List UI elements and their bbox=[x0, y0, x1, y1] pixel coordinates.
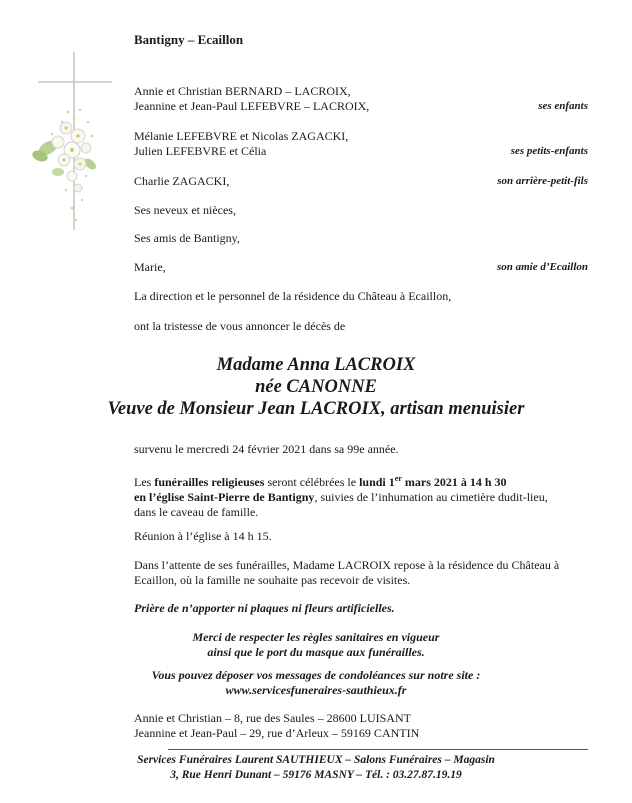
rest-line: Dans l’attente de ses funérailles, Madame LACROIX repose à la résidence du Château à bbox=[134, 558, 560, 572]
death-date-text: survenu le mercredi 24 février 2021 dans sa 99e année. bbox=[134, 442, 399, 456]
funeral-text: dans le caveau de famille. bbox=[134, 505, 259, 519]
rest-line: Ecaillon, où la famille ne souhaite pas recevoir de visites. bbox=[134, 573, 411, 587]
sanitary-notice bbox=[0, 630, 632, 660]
funeral-paragraph bbox=[134, 471, 594, 520]
family-row-marie bbox=[134, 260, 588, 275]
funeral-text: seront célébrées le bbox=[264, 475, 360, 489]
deceased-widow-line: Veuve de Monsieur Jean LACROIX, artisan menuisier bbox=[107, 399, 525, 419]
sanitary-line: ainsi que le port du masque aux funérailles. bbox=[207, 645, 425, 659]
family-addresses bbox=[134, 711, 419, 741]
condolences-website: www.servicesfuneraires-sauthieux.fr bbox=[225, 683, 407, 697]
family-line: Annie et Christian BERNARD – LACROIX, bbox=[134, 84, 351, 98]
family-row-friends bbox=[134, 231, 588, 246]
announcement-text: ont la tristesse de vous annoncer le décès de bbox=[134, 319, 346, 333]
family-line: La direction et le personnel de la résidence du Château à Ecaillon, bbox=[134, 289, 452, 303]
meeting-text: Réunion à l’église à 14 h 15. bbox=[134, 529, 272, 543]
sanitary-line: Merci de respecter les règles sanitaires en vigueur bbox=[192, 630, 440, 644]
town-header: Bantigny – Ecaillon bbox=[134, 32, 244, 47]
family-row-residence bbox=[134, 289, 588, 304]
condolences-notice bbox=[0, 668, 632, 698]
relation-label: ses petits-enfants bbox=[510, 145, 588, 157]
funeral-text: , suivies de l’inhumation au cimetière dudit-lieu, bbox=[314, 490, 548, 504]
footer-line: Services Funéraires Laurent SAUTHIEUX – Salons Funéraires – Magasin bbox=[137, 754, 495, 766]
family-line: Ses amis de Bantigny, bbox=[134, 231, 240, 245]
rest-paragraph bbox=[134, 558, 559, 588]
deceased-maiden-name: née CANONNE bbox=[255, 377, 377, 397]
footer-divider bbox=[168, 749, 588, 750]
family-line: Jeannine et Jean-Paul LEFEBVRE – LACROIX, bbox=[134, 99, 370, 113]
relation-label: son amie d’Ecaillon bbox=[496, 261, 588, 273]
condolences-line: Vous pouvez déposer vos messages de condoléances sur notre site : bbox=[151, 668, 481, 682]
relation-label: son arrière-petit-fils bbox=[497, 175, 588, 187]
funeral-time: mars 2021 à 14 h 30 bbox=[401, 475, 507, 489]
family-row-great-grandchild bbox=[134, 174, 588, 189]
floral-cross-illustration bbox=[28, 52, 118, 232]
footer-line: 3, Rue Henri Dunant – 59176 MASNY – Tél. : 03.27.87.19.19 bbox=[170, 769, 462, 781]
deceased-name: Madame Anna LACROIX bbox=[216, 355, 416, 375]
family-line: Mélanie LEFEBVRE et Nicolas ZAGACKI, bbox=[134, 129, 349, 143]
no-flowers-notice: Prière de n’apporter ni plaques ni fleurs artificielles. bbox=[134, 601, 395, 615]
funeral-text: Les bbox=[134, 475, 155, 489]
family-line: Ses neveux et nièces, bbox=[134, 203, 236, 217]
funeral-home-footer bbox=[0, 753, 632, 783]
relation-label: ses enfants bbox=[538, 100, 588, 112]
family-row-grandchildren bbox=[134, 129, 588, 159]
address-line: Jeannine et Jean-Paul – 29, rue d’Arleux – 59169 CANTIN bbox=[134, 726, 420, 740]
family-line: Charlie ZAGACKI, bbox=[134, 174, 230, 188]
address-line: Annie et Christian – 8, rue des Saules – 28600 LUISANT bbox=[134, 711, 411, 725]
funeral-date-suffix: er bbox=[394, 474, 402, 483]
family-line: Marie, bbox=[134, 260, 166, 274]
family-row-nephews bbox=[134, 203, 588, 218]
funeral-location: en l’église Saint-Pierre de Bantigny bbox=[134, 490, 315, 504]
family-line: Julien LEFEBVRE et Célia bbox=[134, 144, 267, 158]
family-row-children bbox=[134, 84, 588, 114]
flower-cluster-icon bbox=[31, 109, 98, 221]
funeral-date: lundi 1 bbox=[359, 475, 395, 489]
funeral-type: funérailles religieuses bbox=[154, 475, 265, 489]
